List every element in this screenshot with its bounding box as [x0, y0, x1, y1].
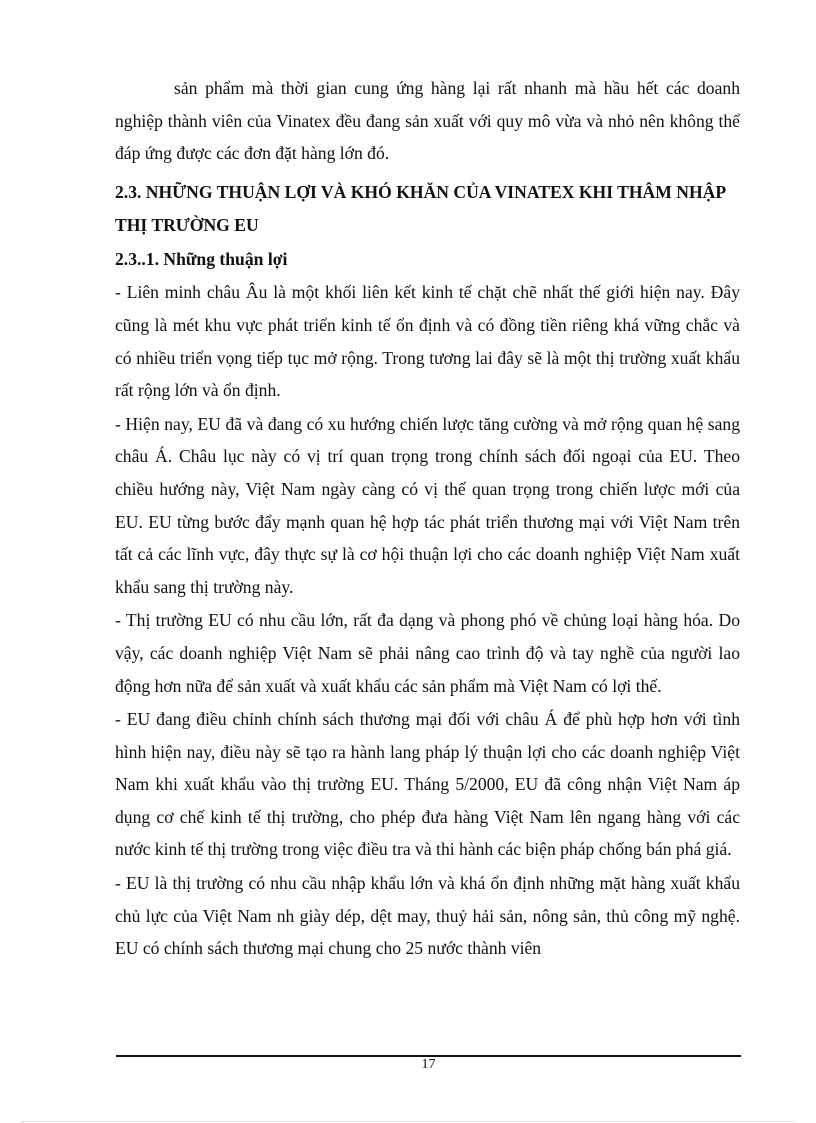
- section-heading: 2.3. NHỮNG THUẬN LỢI VÀ KHÓ KHĂN CỦA VINATEX KHI THÂM NHẬP THỊ TRƯỜNG EU: [115, 181, 726, 235]
- intro-paragraph: sản phẩm mà thời gian cung ứng hàng lại rất nhanh mà hầu hết các doanh nghiệp thành viên của Vinatex đều đang sản xuất với quy mô vừa và nhỏ nên không thể đáp ứng được các đơn đặt hàng lớn đó.: [115, 78, 740, 164]
- subsection-heading: 2.3..1. Những thuận lợi: [115, 248, 288, 269]
- paragraph-eu-import-demand: - EU là thị trường có nhu cầu nhập khẩu lớn và khá ổn định những mặt hàng xuất khẩu chủ lực của Việt Nam nh giày dép, dệt may, thuỷ hải sản, nông sản, thủ công mỹ nghệ. EU có chính sách thương mại chung cho 25 nước thành viên: [115, 873, 740, 959]
- paragraph-eu-trade-policy: - EU đang điều chỉnh chính sách thương mại đối với châu Á để phù hợp hơn với tình hình hiện nay, điều này sẽ tạo ra hành lang pháp lý thuận lợi cho các doanh nghiệp Việt Nam khi xuất khẩu vào thị trường EU. Tháng 5/2000, EU đã công nhận Việt Nam áp dụng cơ chế kinh tế thị trường, cho phép đưa hàng Việt Nam lên ngang hàng với các nước kinh tế thị trường trong việc điều tra và thi hành các biện pháp chống bán phá giá.: [115, 709, 740, 860]
- page-bottom-divider: [22, 1121, 794, 1122]
- page-content: [115, 72, 740, 965]
- paragraph-eu-asia-strategy: - Hiện nay, EU đã và đang có xu hướng chiến lược tăng cường và mở rộng quan hệ sang châu Á. Châu lục này có vị trí quan trọng trong chính sách đối ngoại của EU. Theo chiều hướng này, Việt Nam ngày càng có vị thế quan trọng trong chiến lược mới của EU. EU từng bước đẩy mạnh quan hệ hợp tác phát triển thương mại với Việt Nam trên tất cả các lĩnh vực, đây thực sự là cơ hội thuận lợi cho các doanh nghiệp Việt Nam xuất khẩu sang thị trường này.: [115, 413, 740, 597]
- paragraph-eu-union: - Liên minh châu Âu là một khối liên kết kinh tế chặt chẽ nhất thế giới hiện nay. Đây cũng là mét khu vực phát triển kinh tế ổn định và có đồng tiền riêng khá vững chắc và có nhiều triển vọng tiếp tục mở rộng. Trong tương lai đây sẽ là một thị trường xuất khẩu rất rộng lớn và ổn định.: [115, 282, 740, 401]
- page-number: 17: [421, 1057, 436, 1072]
- paragraph-eu-market-demand: - Thị trường EU có nhu cầu lớn, rất đa dạng và phong phó về chủng loại hàng hóa. Do vậy, các doanh nghiệp Việt Nam sẽ phải nâng cao trình độ và tay nghề của người lao động hơn nữa để sản xuất và xuất khẩu các sản phẩm mà Việt Nam có lợi thế.: [115, 610, 740, 696]
